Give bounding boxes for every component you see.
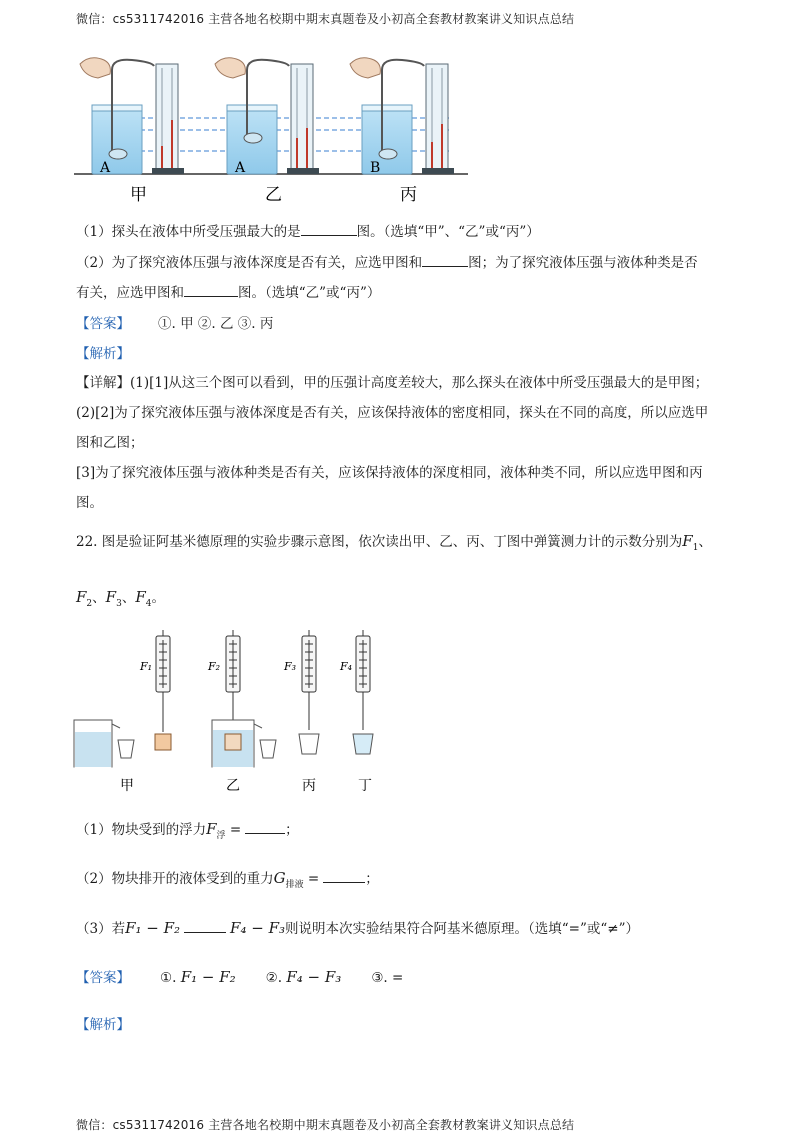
fig2-label-jia: 甲: [120, 778, 134, 794]
q21-detail-4: [3]为了探究液体压强与液体种类是否有关，应该保持液体的深度相同，液体种类不同，所以应选甲图和丙: [76, 465, 703, 481]
q21-detail-5: 图。: [76, 495, 103, 511]
fig1-label-bing: 丙: [400, 185, 417, 205]
page-header: 微信：cs5311742016 主营各地名校期中期末真题卷及小初高全套教材教案讲义知识点总结: [76, 12, 575, 26]
q21-answer: 【答案】 ①. 甲 ②. 乙 ③. 丙: [76, 316, 274, 332]
q21-blank-1: [301, 222, 357, 236]
q21-blank-2: [422, 253, 468, 267]
setup-bing: [350, 58, 454, 205]
q22-answer: 【答案】 ①. F₁ − F₂ ②. F₄ − F₃ ③. =: [76, 968, 404, 986]
probe-label-jia: A: [100, 160, 111, 176]
fig2-label-ding: 丁: [358, 778, 372, 794]
q22-sub1: （1）物块受到的浮力$F_浮$ = ；: [76, 820, 299, 841]
q21-part1: （1）探头在液体中所受压强最大的是 图。（选填“甲”、“乙”或“丙”）: [76, 224, 540, 240]
q22-intro-cont: $F_2$、$F_3$、$F_4$。: [76, 588, 165, 609]
q22-intro: 22. 图是验证阿基米德原理的实验步骤示意图，依次读出甲、乙、丙、丁图中弹簧测力计的示数分别为$F_1$、: [76, 532, 712, 553]
fig2-label-bing: 丙: [302, 778, 316, 794]
archimedes-experiment-figure: [70, 628, 400, 798]
q21-analysis-tag: 【解析】: [76, 346, 130, 362]
q22-sub3: （3）若F₁ − F₂ F₄ − F₃则说明本次实验结果符合阿基米德原理。（选填“=”或“≠”）: [76, 919, 639, 937]
pressure-experiment-figure: [72, 50, 472, 210]
probe-label-bing: B: [370, 160, 381, 176]
spring-scale-bing: [283, 630, 319, 754]
q21-detail-1: 【详解】(1)[1]从这三个图可以看到，甲的压强计高度差较大，那么探头在液体中所受压强最大的是甲图；: [76, 375, 709, 391]
q22-blank-1: [245, 820, 285, 834]
q21-detail-2: (2)[2]为了探究液体压强与液体深度是否有关，应该保持液体的密度相同，探头在不同的高度，所以应选甲: [76, 405, 709, 421]
setup-jia: [80, 58, 184, 205]
q21-blank-3: [184, 283, 238, 297]
setup-yi: [215, 58, 319, 205]
q22-blank-2: [323, 869, 365, 883]
spring-scale-yi: [207, 630, 240, 732]
overflow-cup-jia: [74, 720, 134, 768]
q21-part2-cont: 有关，应选甲图和 图。（选填“乙”或“丙”）: [76, 285, 381, 301]
page-footer: 微信：cs5311742016 主营各地名校期中期末真题卷及小初高全套教材教案讲义知识点总结: [76, 1118, 575, 1132]
q22-analysis-tag: 【解析】: [76, 1017, 130, 1033]
spring-scale-ding: [339, 630, 373, 754]
q22-blank-3: [184, 919, 226, 933]
fig2-f4: F₄: [340, 660, 353, 673]
spring-scale-jia: [139, 630, 171, 750]
fig2-f2: F₂: [208, 660, 221, 673]
fig2-f1: F₁: [140, 660, 153, 673]
q21-part2: （2）为了探究液体压强与液体深度是否有关，应选甲图和 图；为了探究液体压强与液体种类是否: [76, 255, 698, 271]
probe-label-yi: A: [235, 160, 246, 176]
fig2-f3: F₃: [284, 660, 297, 673]
q21-detail-3: 图和乙图；: [76, 435, 144, 451]
fig1-label-yi: 乙: [265, 185, 282, 205]
fig2-label-yi: 乙: [226, 778, 240, 794]
q22-sub2: （2）物块排开的液体受到的重力$G_{排液}$ = ；: [76, 869, 379, 890]
overflow-cup-yi: [212, 720, 276, 768]
fig1-label-jia: 甲: [130, 185, 147, 205]
